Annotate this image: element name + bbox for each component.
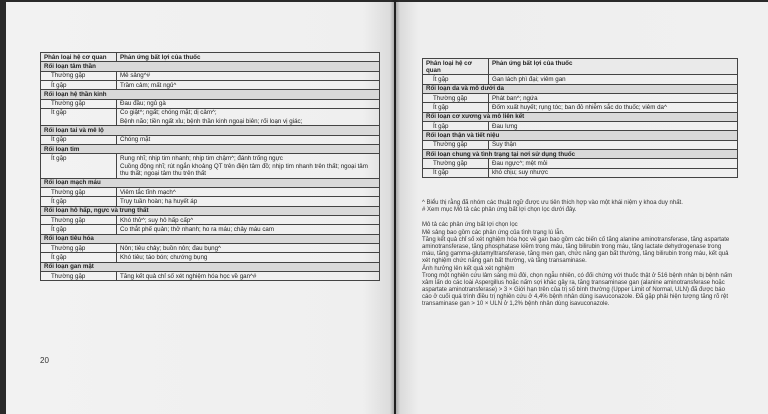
reaction-cell: Viêm tắc tĩnh mạch^: [117, 188, 380, 197]
frequency-cell: Thường gặp: [41, 71, 117, 80]
frequency-cell: Ít gặp: [41, 197, 117, 206]
section-title: Rối loạn da và mô dưới da: [423, 84, 738, 93]
right-adverse-reactions-table: [422, 58, 738, 178]
paragraph-line: xét nghiệm chức năng gan bất thường, và tăng transaminase.: [422, 258, 587, 265]
footnotes: [422, 200, 752, 214]
section-title: Rối loạn tâm thần: [41, 62, 380, 71]
footnote: # Xem mục Mô tả các phản ứng bất lợi chọn lọc dưới đây.: [422, 207, 577, 214]
table-header-row: [423, 59, 738, 75]
right-page: [396, 2, 768, 414]
table-row: [41, 188, 380, 197]
reaction-text: Co giật^; ngất; chóng mặt; dị cảm^;: [120, 109, 217, 117]
notes-section: [422, 200, 752, 309]
frequency-cell: Ít gặp: [41, 225, 117, 234]
header-organ-class: Phân loại hệ cơ quan: [423, 59, 489, 75]
paragraph-line: cáo ở cuối quá trình điều trị nghiên cứu ở 4,4% bệnh nhân dùng isavuconazole. Đã gặp phải hiện tượng tăng rõ rệt: [422, 294, 729, 301]
table-row: [423, 122, 738, 131]
frequency-cell: Ít gặp: [41, 154, 117, 179]
paragraph-line: aminotransferase, tăng phosphatase kiềm trong máu, tăng bilirubin trong máu, tăng lactate dehydrogenase trong: [422, 243, 722, 250]
table-row: [41, 99, 380, 108]
reaction-cell: Tăng kết quả chỉ số xét nghiệm hóa học về gan^#: [117, 271, 380, 280]
reaction-cell: Đau lưng: [489, 122, 738, 131]
reaction-cell: Đau đầu; ngủ gà: [117, 99, 380, 108]
reaction-cell: Mê sảng^#: [117, 71, 380, 80]
lab-effects-description: [422, 266, 752, 309]
reaction-cell: [117, 108, 380, 125]
table-row: [41, 253, 380, 262]
table-row: [41, 135, 380, 144]
selected-reactions-description: [422, 222, 752, 265]
section-title: Rối loạn thận và tiết niệu: [423, 131, 738, 140]
table-section-row: [41, 62, 380, 71]
table-section-row: [423, 131, 738, 140]
section-title: Rối loạn tim: [41, 144, 380, 153]
header-adverse-reaction: Phản ứng bất lợi của thuốc: [117, 53, 380, 62]
paragraph-line: xâm lấn do các loài Aspergillus hoặc nấm sợi khác gây ra, tăng transaminase gan (alanine aminotransferase hoặc: [422, 279, 725, 286]
table-section-row: [41, 206, 380, 215]
reaction-cell: Đau ngực^; mệt mỏi: [489, 159, 738, 168]
table-row: [41, 108, 380, 125]
table-section-row: [423, 149, 738, 158]
table-row: [41, 244, 380, 253]
binding-gutter: [390, 0, 400, 414]
frequency-cell: Thường gặp: [423, 140, 489, 149]
reaction-cell: Gan lách phì đại; viêm gan: [489, 75, 738, 84]
paragraph-line: Tăng kết quả chỉ số xét nghiệm hóa học về gan bao gồm các biến cố tăng alanine aminotransferase, tăng aspartate: [422, 236, 730, 243]
reaction-cell: Phát ban^; ngứa: [489, 94, 738, 103]
table-row: [423, 75, 738, 84]
table-section-row: [41, 90, 380, 99]
section-title: Rối loạn mạch máu: [41, 178, 380, 187]
table-section-row: [41, 178, 380, 187]
page-number: 20: [40, 356, 49, 365]
section-title: Rối loạn gan mật: [41, 262, 380, 271]
reaction-cell: Suy thận: [489, 140, 738, 149]
frequency-cell: Thường gặp: [41, 188, 117, 197]
left-adverse-reactions-table: [40, 52, 380, 281]
section-title: Rối loạn cơ xương và mô liên kết: [423, 112, 738, 121]
reaction-cell: Khó tiêu; táo bón; chướng bụng: [117, 253, 380, 262]
section-title: Rối loạn tiêu hóa: [41, 234, 380, 243]
reaction-cell: Đốm xuất huyết; rụng tóc; ban đỏ nhiễm sắc do thuốc; viêm da^: [489, 103, 738, 112]
table-section-row: [41, 234, 380, 243]
frequency-cell: Ít gặp: [41, 135, 117, 144]
header-organ-class: Phân loại hệ cơ quan: [41, 53, 117, 62]
table-row: [41, 216, 380, 225]
paragraph-line: aspartate aminotransferase) > 3 × Giới hạn trên của trị số bình thường (Upper Limit of Normal, ULN) đã được báo: [422, 287, 725, 294]
reaction-cell: khó chịu; suy nhược: [489, 168, 738, 177]
frequency-cell: Ít gặp: [41, 108, 117, 125]
reaction-cell: Trụy tuần hoàn; hạ huyết áp: [117, 197, 380, 206]
table-row: [41, 154, 380, 179]
frequency-cell: Ít gặp: [41, 80, 117, 89]
table-row: [423, 159, 738, 168]
table-row: [41, 225, 380, 234]
frequency-cell: Ít gặp: [423, 122, 489, 131]
table-row: [423, 103, 738, 112]
table-section-row: [423, 112, 738, 121]
reaction-cell: Nôn; tiêu chảy; buồn nôn; đau bụng^: [117, 244, 380, 253]
reaction-text-extra: Bệnh não; tiền ngất xỉu; bệnh thần kinh ngoại biên; rối loạn vị giác;: [120, 117, 303, 125]
header-adverse-reaction: Phản ứng bất lợi của thuốc: [489, 59, 738, 75]
frequency-cell: Thường gặp: [41, 271, 117, 280]
frequency-cell: Ít gặp: [423, 75, 489, 84]
paragraph-line: transaminase gan > 10 × ULN ở 1,2% bệnh nhân dùng isavuconazole.: [422, 301, 610, 308]
section-title: Rối loạn hệ thần kinh: [41, 90, 380, 99]
table-section-row: [423, 84, 738, 93]
footnote: ^ Biểu thị rằng đã nhóm các thuật ngữ được ưu tiên thích hợp vào một khái niệm y khoa duy nhất.: [422, 200, 683, 206]
reaction-text: Rung nhĩ; nhịp tim nhanh; nhịp tim chậm^; đánh trống ngực: [120, 154, 283, 162]
paragraph-line: máu, tăng gamma-glutamyltransferase, tăng men gan, chức năng gan bất thường, tăng bilirubin trong máu, kết quả: [422, 251, 729, 258]
reaction-cell: Co thắt phế quản; thở nhanh; ho ra máu; chảy máu cam: [117, 225, 380, 234]
table-row: [423, 94, 738, 103]
table-row: [41, 271, 380, 280]
table-header-row: [41, 53, 380, 62]
frequency-cell: Thường gặp: [41, 216, 117, 225]
table-section-row: [41, 262, 380, 271]
section-title: Rối loạn hô hấp, ngực và trung thất: [41, 206, 380, 215]
frequency-cell: Ít gặp: [423, 168, 489, 177]
reaction-text-extra: Cuồng động nhĩ; rút ngắn khoảng QT trên điện tâm đồ; nhịp tim nhanh trên thất; ngoại tâm thu thất; ngoại tâm thu trên thất: [120, 162, 368, 178]
section-title: Rối loạn tai và mê lộ: [41, 126, 380, 135]
section-title: Rối loạn chung và tình trạng tại nơi sử dụng thuốc: [423, 149, 738, 158]
table-section-row: [41, 126, 380, 135]
frequency-cell: Ít gặp: [41, 253, 117, 262]
paragraph-line: Trong một nghiên cứu lâm sàng mù đôi, chọn ngẫu nhiên, có đối chứng với thuốc thật ở 516 bệnh nhân bị bệnh nấm: [422, 272, 733, 279]
frequency-cell: Thường gặp: [423, 94, 489, 103]
reaction-cell: Khó thở^; suy hô hấp cấp^: [117, 216, 380, 225]
frequency-cell: Thường gặp: [41, 244, 117, 253]
frequency-cell: Ít gặp: [423, 103, 489, 112]
table-section-row: [41, 144, 380, 153]
reaction-cell: [117, 154, 380, 179]
paragraph-line: Mô tả các phản ứng bất lợi chọn lọc: [422, 222, 518, 229]
frequency-cell: Thường gặp: [41, 99, 117, 108]
reaction-cell: Chóng mặt: [117, 135, 380, 144]
table-row: [423, 168, 738, 177]
table-row: [41, 197, 380, 206]
frequency-cell: Thường gặp: [423, 159, 489, 168]
reaction-cell: Trầm cảm; mất ngủ^: [117, 80, 380, 89]
table-row: [41, 80, 380, 89]
left-page: [6, 2, 394, 414]
paragraph-line: Ảnh hưởng lên kết quả xét nghiệm: [422, 265, 515, 272]
table-row: [41, 71, 380, 80]
table-row: [423, 140, 738, 149]
paragraph-line: Mê sảng bao gồm các phản ứng của tình trạng lú lẫn.: [422, 229, 565, 236]
